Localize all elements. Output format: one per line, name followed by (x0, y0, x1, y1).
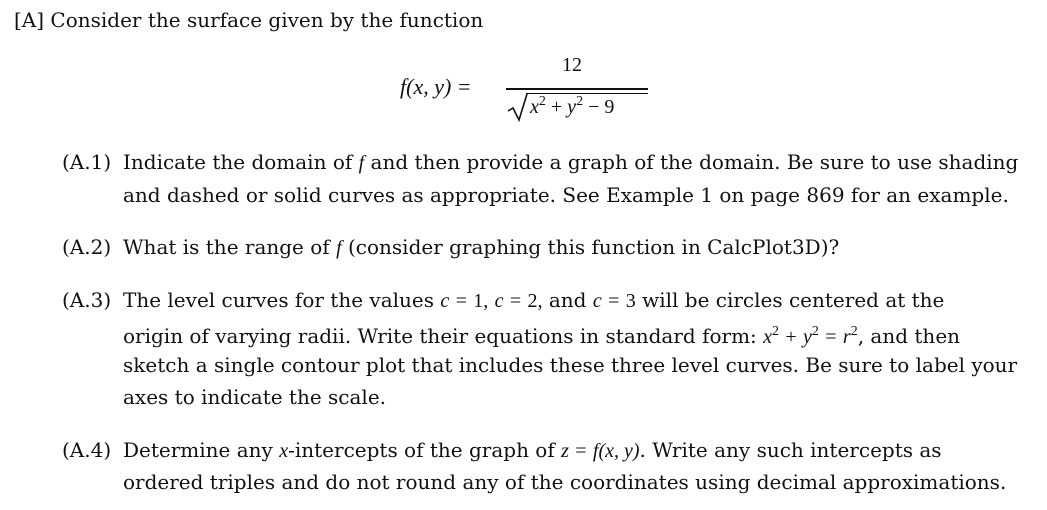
part-a1-line2: and dashed or solid curves as appropriate. See Example 1 on page 869 for an example. (123, 183, 1009, 207)
denominator-x-exponent: 2 (538, 94, 546, 109)
part-a4-text-b: -intercepts of the graph of (288, 438, 555, 462)
part-a3-eq1: = (455, 290, 467, 312)
part-a2-var: f (336, 237, 342, 259)
part-a3-and: and (548, 288, 587, 312)
part-label-a3: (A.3) (62, 288, 112, 312)
part-a3-x: x (763, 326, 773, 348)
part-a4-z: z (561, 440, 569, 462)
part-a3-y: y (803, 326, 812, 348)
part-a3-plus: + (785, 326, 797, 348)
denominator-x: x (530, 96, 539, 118)
part-a4-fxy: f(x, y) (592, 440, 640, 462)
part-a4-eq: = (575, 440, 587, 462)
part-a3-text-b: will be circles centered at the (642, 288, 945, 312)
fraction-bar (506, 88, 648, 90)
part-a3-eq3: = (608, 290, 620, 312)
part-a3-v1: 1, (473, 290, 489, 312)
part-a3-line1 (123, 286, 944, 315)
part-a2-line1 (123, 233, 839, 262)
part-a3-y-exp: 2 (811, 324, 819, 339)
part-a2-text-a: What is the range of (123, 235, 330, 259)
part-a3-v3: 3 (625, 290, 636, 312)
part-a3-line2-text: origin of varying radii. Write their equations in standard form: (123, 324, 757, 348)
formula-lhs-text: f(x, y) = (400, 74, 472, 99)
part-a4-line1 (123, 436, 942, 465)
part-a3-v2: 2, (527, 290, 543, 312)
part-a3-line3: sketch a single contour plot that includes these three level curves. Be sure to label your (123, 353, 1018, 377)
part-a4-text-a: Determine any (123, 438, 273, 462)
part-a3-x-exp: 2 (772, 324, 780, 339)
part-label-a4: (A.4) (62, 438, 112, 462)
formula-lhs (400, 74, 472, 100)
part-a3-c1: c (440, 290, 450, 312)
denominator-y: y (567, 96, 577, 118)
part-a3-eq2: = (509, 290, 522, 312)
part-a1-var: f (358, 152, 365, 174)
denominator-const: 9 (604, 96, 615, 118)
formula-denominator (530, 94, 614, 119)
denominator-plus: + (550, 96, 563, 118)
part-a2-text-b: (consider graphing this function in CalcPlot3D)? (347, 235, 840, 259)
part-a3-eq4: = (825, 326, 837, 348)
part-a3-line2-tail: , and then (857, 324, 961, 348)
part-a1-line1 (123, 148, 1018, 177)
formula-numerator: 12 (562, 54, 582, 76)
part-label-a1: (A.1) (62, 150, 112, 174)
part-a3-r-exp: 2 (850, 324, 858, 339)
part-a3-text-a: The level curves for the values (123, 288, 435, 312)
radical-sign-icon (506, 92, 530, 122)
part-a3-r: r (842, 326, 851, 348)
denominator-y-exponent: 2 (576, 94, 584, 109)
part-label-a2: (A.2) (62, 235, 112, 259)
part-a3-line4: axes to indicate the scale. (123, 385, 387, 409)
part-a4-var: x (279, 440, 289, 462)
problem-header: [A] Consider the surface given by the function (14, 8, 484, 32)
part-a4-line2: ordered triples and do not round any of the coordinates using decimal approximations. (123, 470, 1007, 494)
denominator-minus: − (588, 96, 600, 118)
part-a3-line2 (123, 318, 960, 351)
part-a1-text-a: Indicate the domain of (123, 150, 353, 174)
part-a1-text-b: and then provide a graph of the domain. Be sure to use shading (370, 150, 1019, 174)
part-a4-text-c: . Write any such intercepts as (639, 438, 942, 462)
part-a3-c3: c (592, 290, 602, 312)
part-a3-c2: c (494, 290, 504, 312)
